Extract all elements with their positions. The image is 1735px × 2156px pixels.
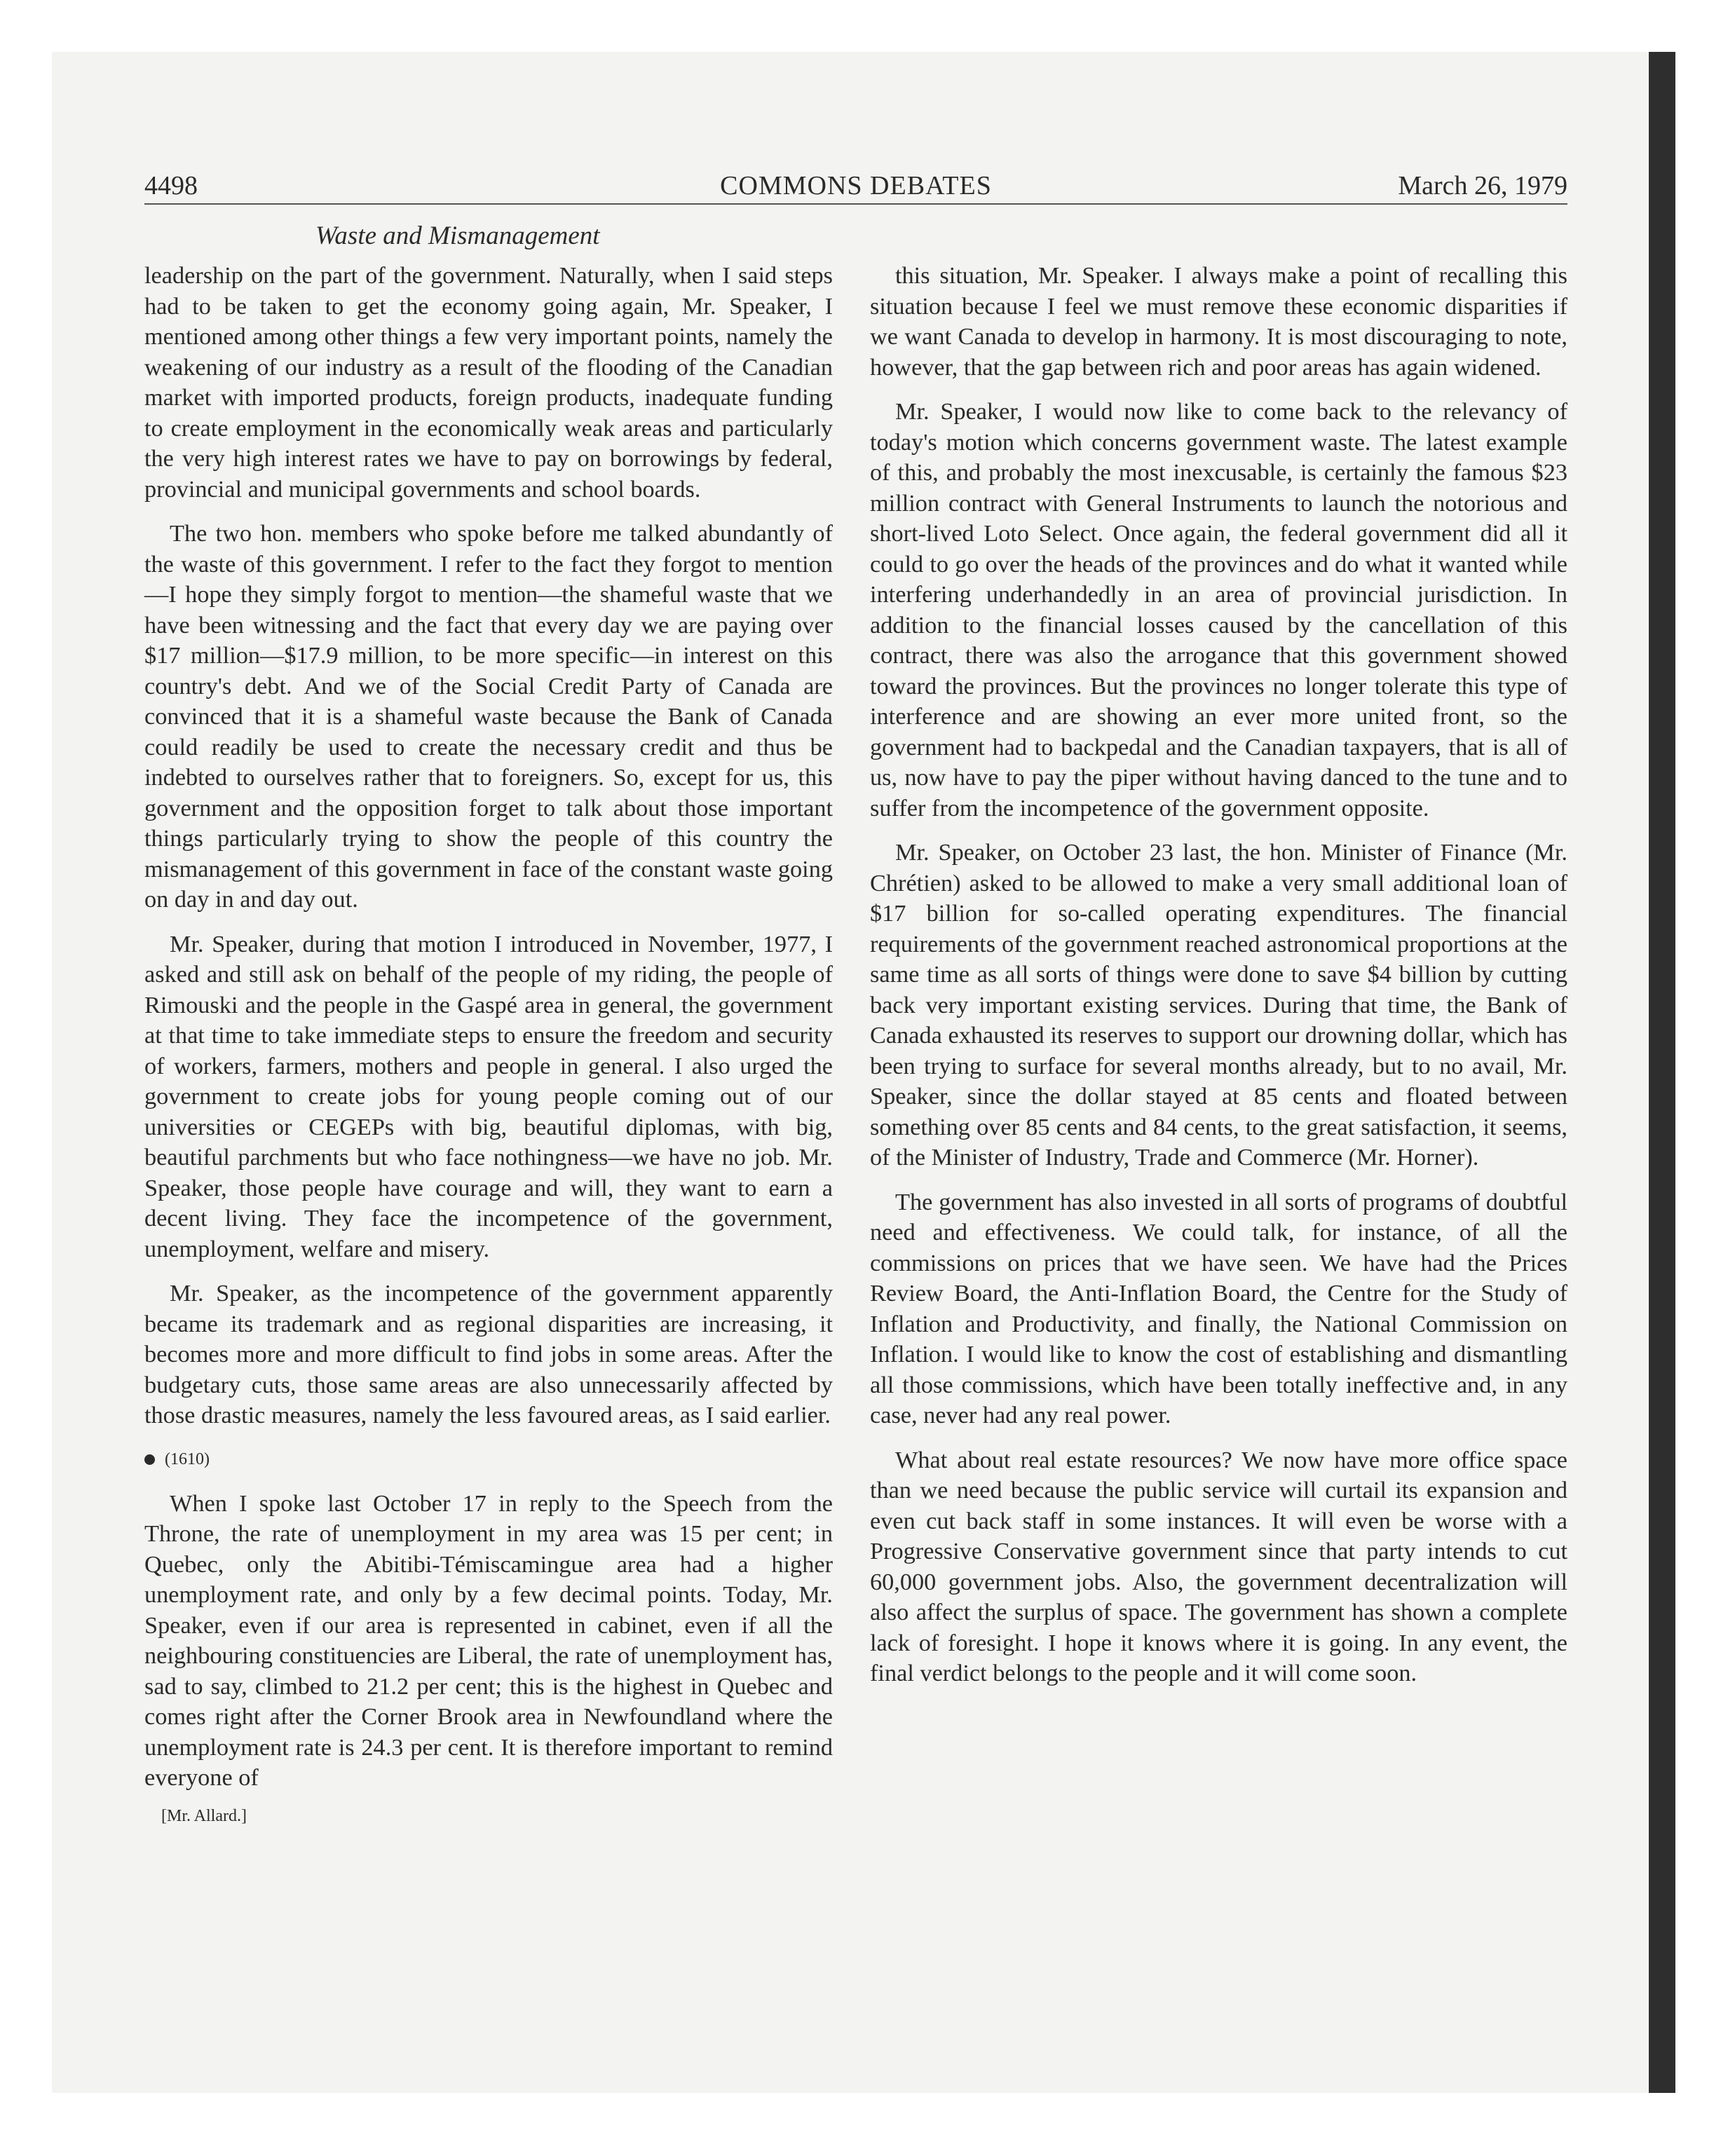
header-rule [144, 203, 1567, 205]
timestamp-marker [144, 1445, 833, 1473]
paragraph: What about real estate resources? We now have more office space than we need because the public service will curtail its expansion and even cut back staff in some instances. It will even be worse with a Progressive Conservative government since that party intends to cut 60,000 government jobs. Also, the government decentralization will also affect the surplus of space. The government has shown a complete lack of foresight. I hope it knows where it is going. In any event, the final verdict belongs to the people and it will come soon. [870, 1446, 1567, 1686]
paragraph: this situation, Mr. Speaker. I always make a point of recalling this situation because I feel we must remove these economic disparities if we want Canada to develop in harmony. It is most discouraging to note, however, that the gap between rich and poor areas has again widened. [870, 262, 1567, 381]
left-column [144, 261, 833, 1829]
paragraph: leadership on the part of the government. Naturally, when I said steps had to be taken to get the economy going again, Mr. Speaker, I mentioned among other things a few very important points, namely the weakening of our industry as a result of the flooding of the Canadian market with imported products, foreign products, inadequate funding to create employment in the economically weak areas and particularly the very high interest rates we have to pay on borrowings by federal, provincial and municipal governments and school boards. [144, 262, 833, 503]
paragraph: Mr. Speaker, I would now like to come back to the relevancy of today's motion which concerns government waste. The latest example of this, and probably the most inexcusable, is certainly the famous $23 million contract with General Instruments to launch the notorious and short-lived Loto Select. Once again, the federal government did all it could to go over the heads of the provinces and do what it wanted while interfering underhandedly in an area of provincial jurisdiction. In addition to the financial losses caused by the cancellation of this contract, there was also the arrogance that this government showed toward the provinces. But the provinces no longer tolerate this type of interference and are showing an ever more united front, so the government had to backpedal and the Canadian taxpayers, that is all of us, now have to pay the piper without having danced to the tune and to suffer from the incompetence of the government opposite. [870, 398, 1567, 821]
paragraph: When I spoke last October 17 in reply to the Speech from the Throne, the rate of unemployment in my area was 15 per cent; in Quebec, only the Abitibi-Témiscamingue area had a higher unemployment rate, and only by a few decimal points. Today, Mr. Speaker, even if our area is represented in cabinet, even if all the neighbouring constituencies are Liberal, the rate of unemployment has, sad to say, climbed to 21.2 per cent; this is the highest in Quebec and comes right after the Corner Brook area in Newfoundland where the unemployment rate is 24.3 per cent. It is therefore important to remind everyone of [144, 1489, 833, 1791]
scan-edge-shadow [1649, 52, 1675, 2093]
paragraph: Mr. Speaker, on October 23 last, the hon. Minister of Finance (Mr. Chrétien) asked to be allowed to make a very small additional loan of $17 billion for so-called operating expenditures. The financial requirements of the government reached astronomical proportions at the same time as all sorts of things were done to save $4 billion by cutting back very important existing services. During that time, the Bank of Canada exhausted its reserves to support our drowning dollar, which has been trying to surface for several months already, but to no avail, Mr. Speaker, since the dollar stayed at 85 cents and floated between something over 85 cents and 84 cents, to the great satisfaction, it seems, of the Minister of Industry, Trade and Commerce (Mr. Horner). [870, 839, 1567, 1171]
timestamp-text: (1610) [165, 1449, 210, 1468]
paragraph: The government has also invested in all sorts of programs of doubtful need and effectiveness. We could talk, for instance, of all the commissions on prices that we have seen. We have had the Prices Review Board, the Anti-Inflation Board, the Centre for the Study of Inflation and Productivity, and finally, the National Commission on Inflation. I would like to know the cost of establishing and dismantling all those commissions, which have been totally ineffective and, in any case, never had any real power. [870, 1188, 1567, 1428]
section-title: Waste and Mismanagement [315, 221, 600, 250]
paragraph: The two hon. members who spoke before me talked abundantly of the waste of this government. I refer to the fact they forgot to mention—I hope they simply forgot to mention—the shameful waste that we have been witnessing and the fact that every day we are paying over $17 million—$17.9 million, to be more specific—in interest on this country's debt. And we of the Social Credit Party of Canada are convinced that it is a shameful waste because the Bank of Canada could readily be used to create the necessary credit and thus be indebted to ourselves rather that to foreigners. So, except for us, this government and the opposition forget to talk about those important things particularly trying to show the people of this country the mismanagement of this government in face of the constant waste going on day in and day out. [144, 520, 833, 913]
paragraph: Mr. Speaker, as the incompetence of the government apparently became its trademark and as regional disparities are increasing, it becomes more and more difficult to find jobs in some areas. After the budgetary cuts, those same areas are also unnecessarily affected by those drastic measures, namely the less favoured areas, as I said earlier. [144, 1280, 833, 1428]
right-column [870, 261, 1567, 1703]
running-header [144, 168, 1567, 203]
publication-title: COMMONS DEBATES [720, 171, 992, 200]
paragraph: Mr. Speaker, during that motion I introduced in November, 1977, I asked and still ask on behalf of the people of my riding, the people of Rimouski and the people in the Gaspé area in general, the government at that time to take immediate steps to ensure the freedom and security of workers, farmers, mothers and people in general. I also urged the government to create jobs for young people coming out of our universities or CEGEPs with big, beautiful diplomas, with big, beautiful parchments but who face nothingness—we have no job. Mr. Speaker, those people have courage and will, they want to earn a decent living. They face the incompetence of the government, unemployment, welfare and misery. [144, 930, 833, 1262]
bullet-icon [144, 1454, 155, 1465]
publication-date: March 26, 1979 [1398, 171, 1567, 200]
speaker-reference: [Mr. Allard.] [161, 1806, 247, 1825]
page-number: 4498 [144, 171, 198, 200]
